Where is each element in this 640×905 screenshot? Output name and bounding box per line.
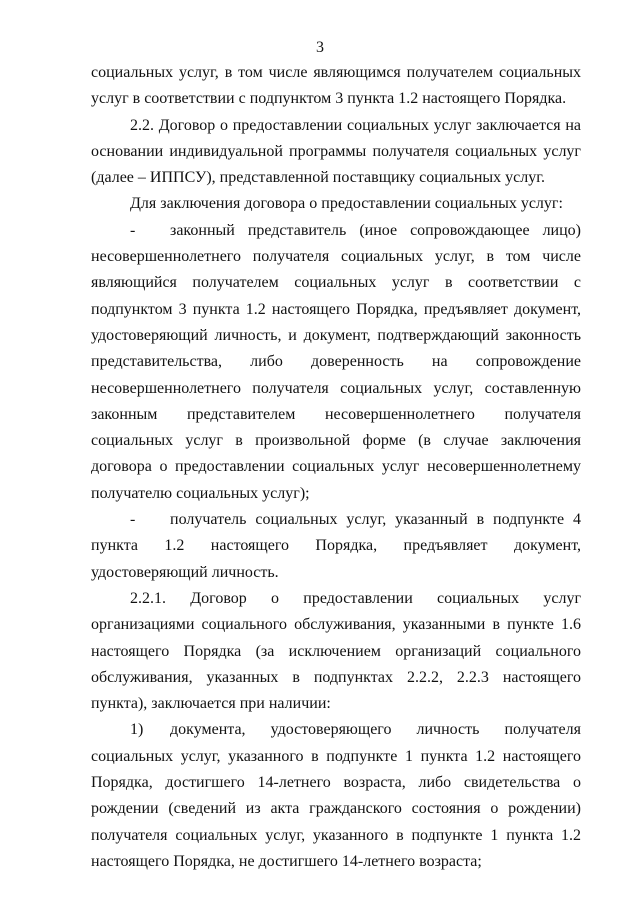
list-item-text: документа, удостоверяющего личность получателя социальных услуг, указанного в подпункте 1 пункта 1.2 настоящего Порядка, достигшего 14-летнего возраста, либо свидетельства о рождении (сведений из акта гражданского состояния о рождении) получателя социальных услуг, указанного в подпункте 1 пункта 1.2 настоящего Порядка, не достигшего 14-летнего возраста; xyxy=(91,721,581,870)
paragraph-continuation: социальных услуг, в том числе являющимся получателем социальных услуг в соответствии с подпунктом 3 пункта 1.2 настоящего Порядка. xyxy=(91,64,581,108)
list-item-legal-representative xyxy=(91,218,581,507)
list-item-text: законный представитель (иное сопровождающее лицо) несовершеннолетнего получателя социальных услуг, в том числе являющийся получателем социальных услуг в соответствии с подпунктом 3 пункта 1.2 настоящего Порядка, предъявляет документ, удостоверяющий личность, и документ, подтверждающий законность представительства, либо доверенность на сопровождение несовершеннолетнего получателя социальных услуг, составленную законным представителем несовершеннолетнего получателя социальных услуг в произвольной форме (в случае заключения договора о предоставлении социальных услуг несовершеннолетнему получателю социальных услуг); xyxy=(91,221,581,502)
list-marker: 1) xyxy=(130,721,144,739)
list-marker: - xyxy=(130,511,136,529)
list-marker: - xyxy=(130,221,136,239)
paragraph-2-2-1: 2.2.1. Договор о предоставлении социальных услуг организациями социального обслуживания, указанными в пункте 1.6 настоящего Порядка (за исключением организаций социального обслуживания, указанных в подпунктах 2.2.2, 2.2.3 настоящего пункта), заключается при наличии: xyxy=(91,589,581,713)
paragraph-contract-intro: Для заключения договора о предоставлении социальных услуг: xyxy=(130,195,563,213)
list-item-recipient xyxy=(91,507,581,586)
list-item-numbered-1 xyxy=(91,717,581,875)
paragraph-2-2: 2.2. Договор о предоставлении социальных услуг заключается на основании индивидуальной программы получателя социальных услуг (далее – ИППСУ), представленной поставщику социальных услуг. xyxy=(91,116,581,187)
document-body xyxy=(91,60,581,875)
page-number: 3 xyxy=(316,39,324,56)
list-item-text: получатель социальных услуг, указанный в подпункте 4 пункта 1.2 настоящего Порядка, предъявляет документ, удостоверяющий личность. xyxy=(91,511,581,581)
